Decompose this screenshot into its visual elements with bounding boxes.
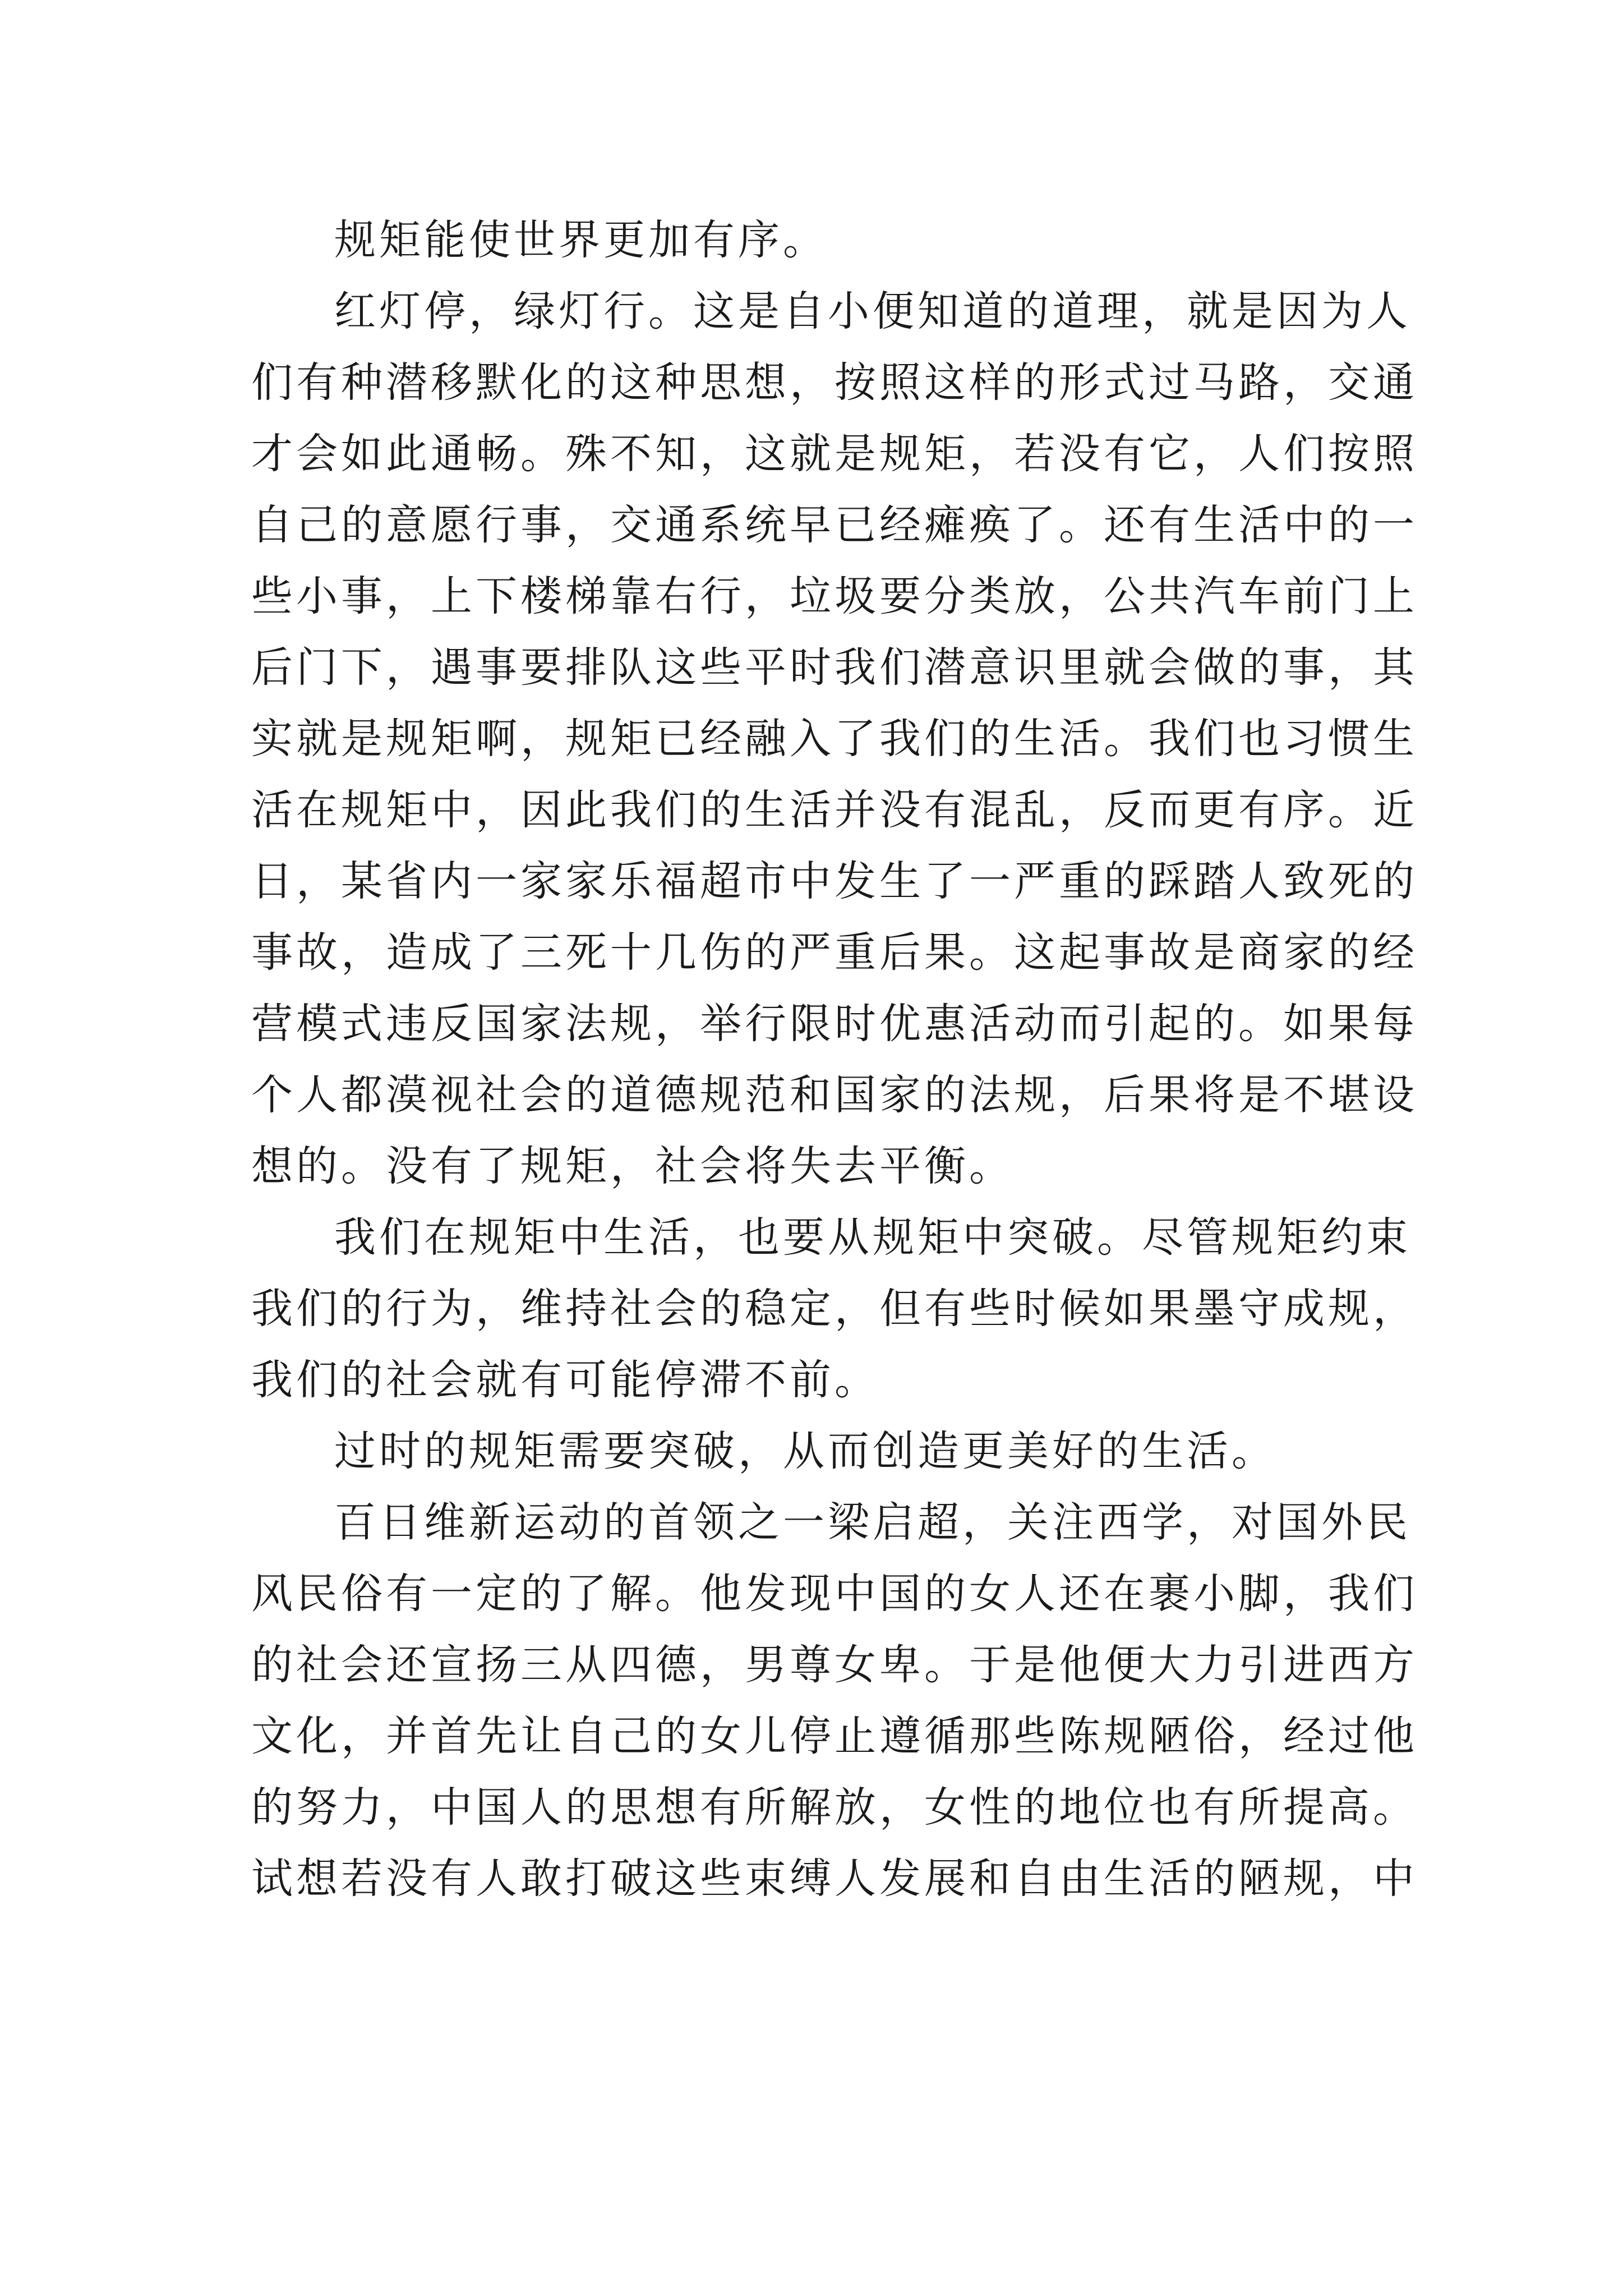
text-line: 我们的行为，维持社会的稳定，但有些时候如果墨守成规， [251,1285,1418,1333]
text-line: 想的。没有了规矩，社会将失去平衡。 [251,1142,1014,1190]
text-line: 营模式违反国家法规，举行限时优惠活动而引起的。如果每 [251,1000,1418,1048]
text-line: 活在规矩中，因此我们的生活并没有混乱，反而更有序。近 [251,786,1418,834]
text-line: 后门下，遇事要排队这些平时我们潜意识里就会做的事，其 [251,643,1418,692]
text-line: 些小事，上下楼梯靠右行，垃圾要分类放，公共汽车前门上 [251,572,1418,620]
text-line: 我们在规矩中生活，也要从规矩中突破。尽管规矩约束 [334,1213,1411,1262]
text-line: 实就是规矩啊，规矩已经融入了我们的生活。我们也习惯生 [251,715,1418,763]
text-line: 文化，并首先让自己的女儿停止遵循那些陈规陋俗，经过他 [251,1712,1418,1760]
text-line: 规矩能使世界更加有序。 [334,216,828,264]
text-line: 我们的社会就有可能停滞不前。 [251,1356,879,1404]
text-line: 红灯停，绿灯行。这是自小便知道的道理，就是因为人 [334,287,1411,335]
text-line: 的社会还宣扬三从四德，男尊女卑。于是他便大力引进西方 [251,1641,1418,1689]
text-line: 的努力，中国人的思想有所解放，女性的地位也有所提高。 [251,1783,1418,1832]
text-line: 过时的规矩需要突破，从而创造更美好的生活。 [334,1427,1276,1475]
text-line: 们有种潜移默化的这种思想，按照这样的形式过马路，交通 [251,358,1418,407]
text-line: 百日维新运动的首领之一梁启超，关注西学，对国外民 [334,1498,1411,1547]
text-line: 个人都漠视社会的道德规范和国家的法规，后果将是不堪设 [251,1071,1418,1119]
text-line: 自己的意愿行事，交通系统早已经瘫痪了。还有生活中的一 [251,501,1418,549]
text-line: 才会如此通畅。殊不知，这就是规矩，若没有它，人们按照 [251,430,1418,478]
text-line: 日，某省内一家家乐福超市中发生了一严重的踩踏人致死的 [251,857,1418,905]
text-line: 事故，造成了三死十几伤的严重后果。这起事故是商家的经 [251,928,1418,977]
text-line: 风民俗有一定的了解。他发现中国的女人还在裹小脚，我们 [251,1570,1418,1618]
essay-body [251,205,1418,1915]
text-line: 试想若没有人敢打破这些束缚人发展和自由生活的陋规，中 [251,1855,1418,1903]
